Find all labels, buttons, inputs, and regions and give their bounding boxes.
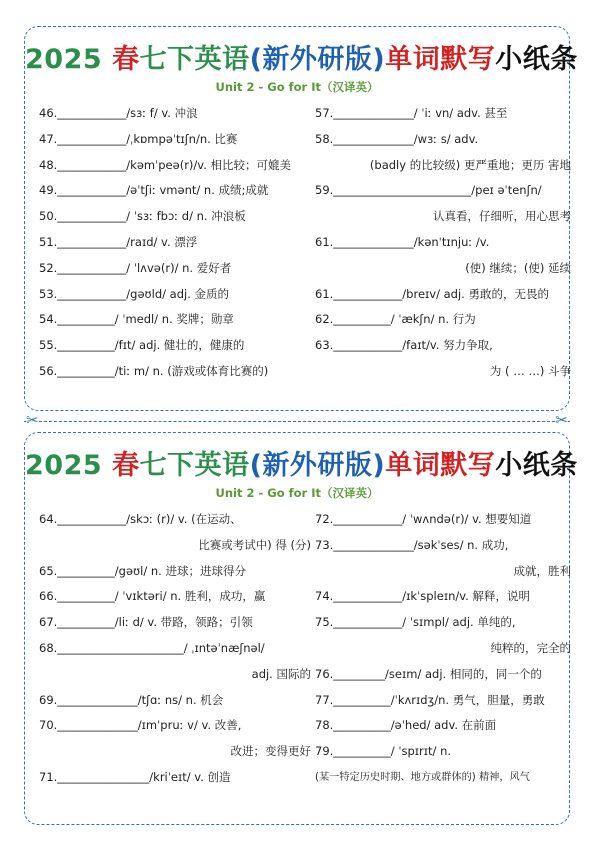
vocab-item-continued: 认真看，仔细听，用心思考 — [433, 209, 571, 224]
vocab-item: 62.__________/ ˈækʃn/ n. 行为 — [315, 312, 476, 327]
vocab-item: 58.______________/wɜː s/ adv. — [315, 131, 479, 146]
vocab-item-continued: 改进；变得更好 — [230, 744, 311, 759]
title-year: 2025 — [25, 44, 103, 75]
left-column — [39, 101, 311, 385]
cut-line — [0, 411, 594, 429]
vocab-item: 66.__________/ ˈvɪktəri/ n. 胜利，成功，赢 — [39, 589, 266, 604]
scissors-icon: ✂ — [555, 411, 568, 429]
vocab-item: 69.______________/tʃɑː ns/ n. 机会 — [39, 692, 224, 707]
title-notes: 小纸条 — [495, 450, 578, 481]
vocab-item-continued: 成就，胜利 — [513, 563, 571, 578]
title-notes: 小纸条 — [495, 44, 578, 75]
vocab-item: 57.______________/ ˈiː vn/ adv. 甚至 — [315, 106, 508, 120]
unit-subtitle: Unit 2 - Go for It（汉译英） — [215, 80, 379, 94]
vocab-item-continued: 为 ( … …) 斗争 — [489, 363, 571, 378]
right-column — [315, 507, 571, 791]
title-spring: 春 — [112, 450, 140, 481]
vocab-item: 65.__________/gəʊl/ n. 进球；进球得分 — [39, 563, 246, 578]
vocab-item-continued: 比赛或考试中) 得 (分) — [198, 537, 311, 552]
vocab-item: 73.______________/səkˈses/ n. 成功, — [315, 537, 509, 552]
left-column — [39, 507, 311, 791]
vocab-item-continued: (badly 的比较级) 更严重地；更历 害地 — [369, 157, 571, 172]
vocab-item: 63.____________/faɪt/v. 努力争取, — [315, 338, 493, 353]
vocab-item: 68.______________________/ ˌɪntəˈnæʃnəl/ — [39, 640, 265, 655]
vocab-item: 61.____________/breɪv/ adj. 勇敢的，无畏的 — [315, 286, 549, 301]
vocab-item: 52.____________/ ˈlʌvə(r)/ n. 爱好者 — [39, 260, 232, 275]
vocab-card-2 — [24, 432, 578, 825]
vocab-item: 56.__________/tiː m/ n. (游戏或体育比赛的) — [39, 363, 269, 378]
title-dictation: 单词默写 — [385, 44, 496, 75]
vocab-item: 51.____________/raɪd/ v. 漂浮 — [39, 234, 198, 249]
vocab-item: 77.__________/ˈkʌrɪdʒ/n. 勇气，胆量，勇敢 — [315, 692, 545, 707]
vocab-item: 75.____________/ ˈsɪmpl/ adj. 单纯的, — [315, 615, 516, 630]
card-title — [25, 37, 578, 76]
title-edition: (新外研版) — [249, 44, 386, 75]
title-edition: (新外研版) — [249, 450, 386, 481]
vocab-item: 71.________________/kriˈeɪt/ v. 创造 — [39, 769, 231, 784]
vocab-item: 50.____________/ ˈsɜː fbɔː d/ n. 冲浪板 — [39, 209, 246, 224]
vocab-item: 49.____________/əˈtʃiː vmənt/ n. 成绩;成就 — [39, 183, 269, 198]
vocab-item: 47.____________/ˌkɒmpəˈtɪʃn/n. 比赛 — [39, 131, 238, 146]
vocab-item: 72.____________/ ˈwʌndə(r)/ v. 想要知道 — [315, 512, 532, 526]
vocab-item: 70.______________/ɪmˈpruː v/ v. 改善, — [39, 718, 242, 733]
scissors-icon: ✂ — [26, 411, 39, 429]
vocab-item: 74.____________/ɪkˈspleɪn/v. 解释，说明 — [315, 589, 530, 604]
title-grade: 七下英语 — [139, 44, 250, 75]
vocab-card-1 — [24, 26, 578, 411]
vocab-item: 78.__________/əˈhed/ adv. 在前面 — [315, 718, 497, 733]
vocab-item: 54.__________/ ˈmedl/ n. 奖牌；勋章 — [39, 312, 234, 327]
vocab-item: (某一特定历史时期、地方或群体的) 精神，风气 — [315, 771, 530, 783]
vocab-item: 61.______________/kənˈtɪnjuː /v. — [315, 234, 490, 249]
vocab-item: 55.__________/fɪt/ adj. 健壮的，健康的 — [39, 338, 245, 353]
vocab-item: 67.__________/liː d/ v. 带路，领路；引领 — [39, 615, 253, 630]
title-dictation: 单词默写 — [385, 450, 496, 481]
vocab-item-continued: 纯粹的，完全的 — [490, 640, 571, 655]
title-spring: 春 — [112, 44, 140, 75]
title-grade: 七下英语 — [139, 450, 250, 481]
vocab-item: 53.____________/gəʊld/ adj. 金质的 — [39, 286, 230, 301]
vocab-item: 46.____________/sɜː f/ v. 冲浪 — [39, 106, 198, 120]
vocab-item: 48.____________/kəmˈpeə(r)/v. 相比较；可媲美 — [39, 157, 292, 172]
right-column — [315, 101, 571, 385]
unit-subtitle: Unit 2 - Go for It（汉译英） — [215, 486, 379, 500]
vocab-item-continued: adj. 国际的 — [251, 666, 311, 681]
vocab-item: 64.____________/skɔː (r)/ v. (在运动、 — [39, 512, 242, 526]
vocab-item: 76._________/seɪm/ adj. 相同的，同一个的 — [315, 666, 542, 681]
vocab-item: 79.__________/ ˈspɪrɪt/ n. — [315, 744, 452, 759]
title-year: 2025 — [25, 450, 103, 481]
vocab-item: 59.________________________/peɪ əˈtenʃn/ — [315, 183, 542, 198]
card-title — [25, 443, 578, 482]
dashed-divider — [24, 421, 570, 422]
vocab-item-continued: (使) 继续；(使) 延续 — [465, 260, 571, 275]
